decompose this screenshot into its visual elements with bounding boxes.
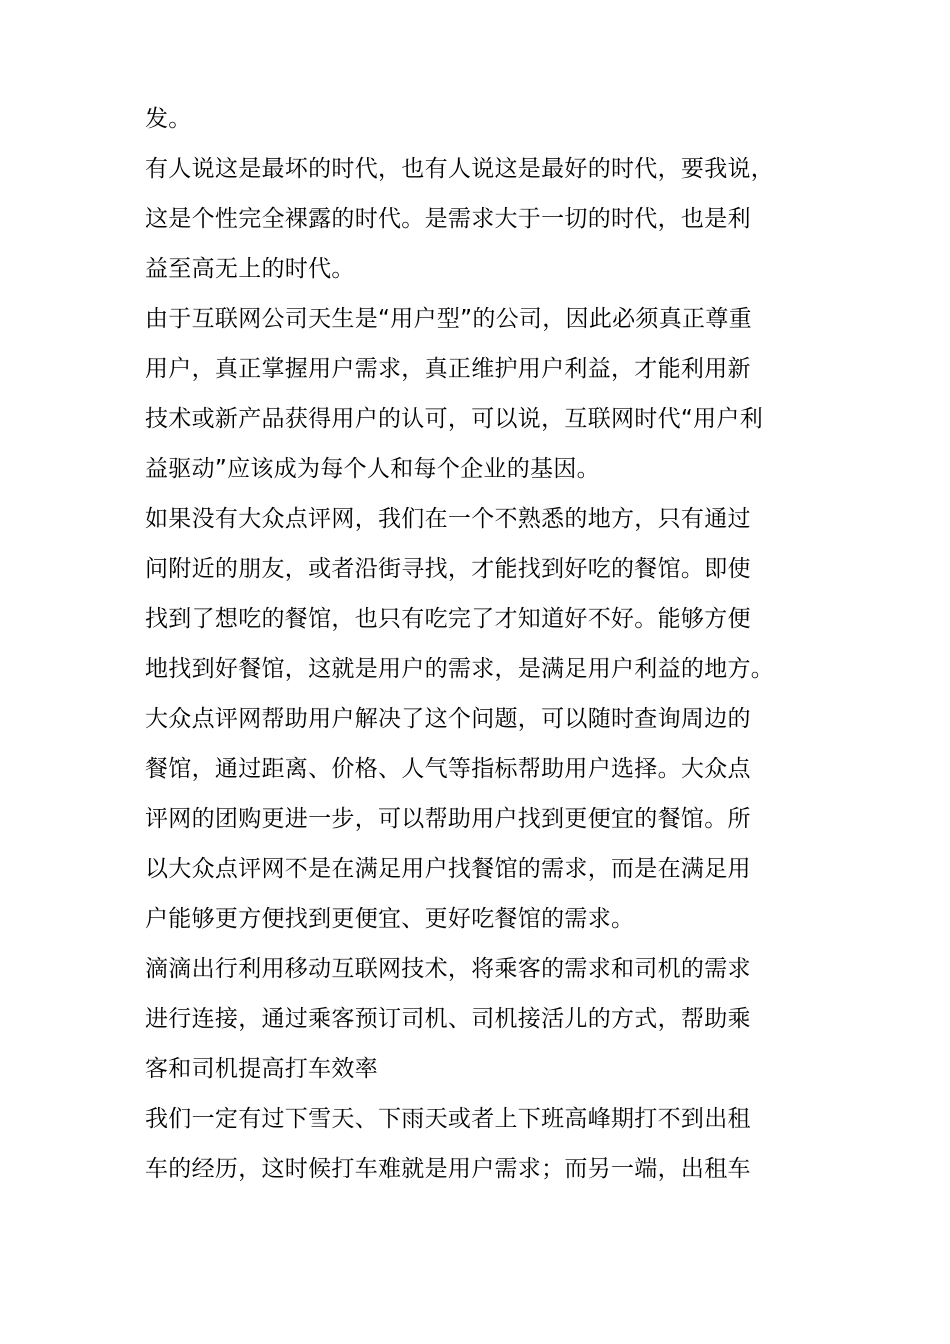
text-line: 餐馆，通过距离、价格、人气等指标帮助用户选择。大众点 (145, 756, 751, 782)
text-line: 益至高无上的时代。 (145, 256, 355, 282)
body-text (145, 94, 815, 1194)
text-line: 发。 (145, 106, 192, 132)
text-line: 技术或新产品获得用户的认可，可以说，互联网时代“用户利 (145, 406, 764, 432)
text-line: 由于互联网公司天生是“用户型”的公司，因此必须真正尊重 (145, 306, 752, 332)
text-line: 客和司机提高打车效率 (145, 1056, 378, 1082)
text-line: 车的经历，这时候打车难就是用户需求；而另一端，出租车 (145, 1156, 751, 1182)
text-line: 大众点评网帮助用户解决了这个问题，可以随时查询周边的 (145, 706, 751, 732)
text-line: 以大众点评网不是在满足用户找餐馆的需求，而是在满足用 (145, 856, 751, 882)
text-line: 益驱动”应该成为每个人和每个企业的基因。 (145, 456, 600, 482)
text-line: 滴滴出行利用移动互联网技术，将乘客的需求和司机的需求 (145, 956, 751, 982)
text-line: 有人说这是最坏的时代，也有人说这是最好的时代，要我说， (145, 156, 775, 182)
text-line: 我们一定有过下雪天、下雨天或者上下班高峰期打不到出租 (145, 1106, 751, 1132)
text-line: 用户，真正掌握用户需求，真正维护用户利益，才能利用新 (145, 356, 751, 382)
text-line: 地找到好餐馆，这就是用户的需求，是满足用户利益的地方。 (145, 656, 775, 682)
text-line: 评网的团购更进一步，可以帮助用户找到更便宜的餐馆。所 (145, 806, 751, 832)
text-line: 如果没有大众点评网，我们在一个不熟悉的地方，只有通过 (145, 506, 751, 532)
text-line: 找到了想吃的餐馆，也只有吃完了才知道好不好。能够方便 (145, 606, 751, 632)
text-line: 进行连接，通过乘客预订司机、司机接活儿的方式，帮助乘 (145, 1006, 751, 1032)
text-line: 问附近的朋友，或者沿街寻找，才能找到好吃的餐馆。即使 (145, 556, 751, 582)
text-line: 户能够更方便找到更便宜、更好吃餐馆的需求。 (145, 906, 635, 932)
text-line: 这是个性完全裸露的时代。是需求大于一切的时代，也是利 (145, 206, 751, 232)
